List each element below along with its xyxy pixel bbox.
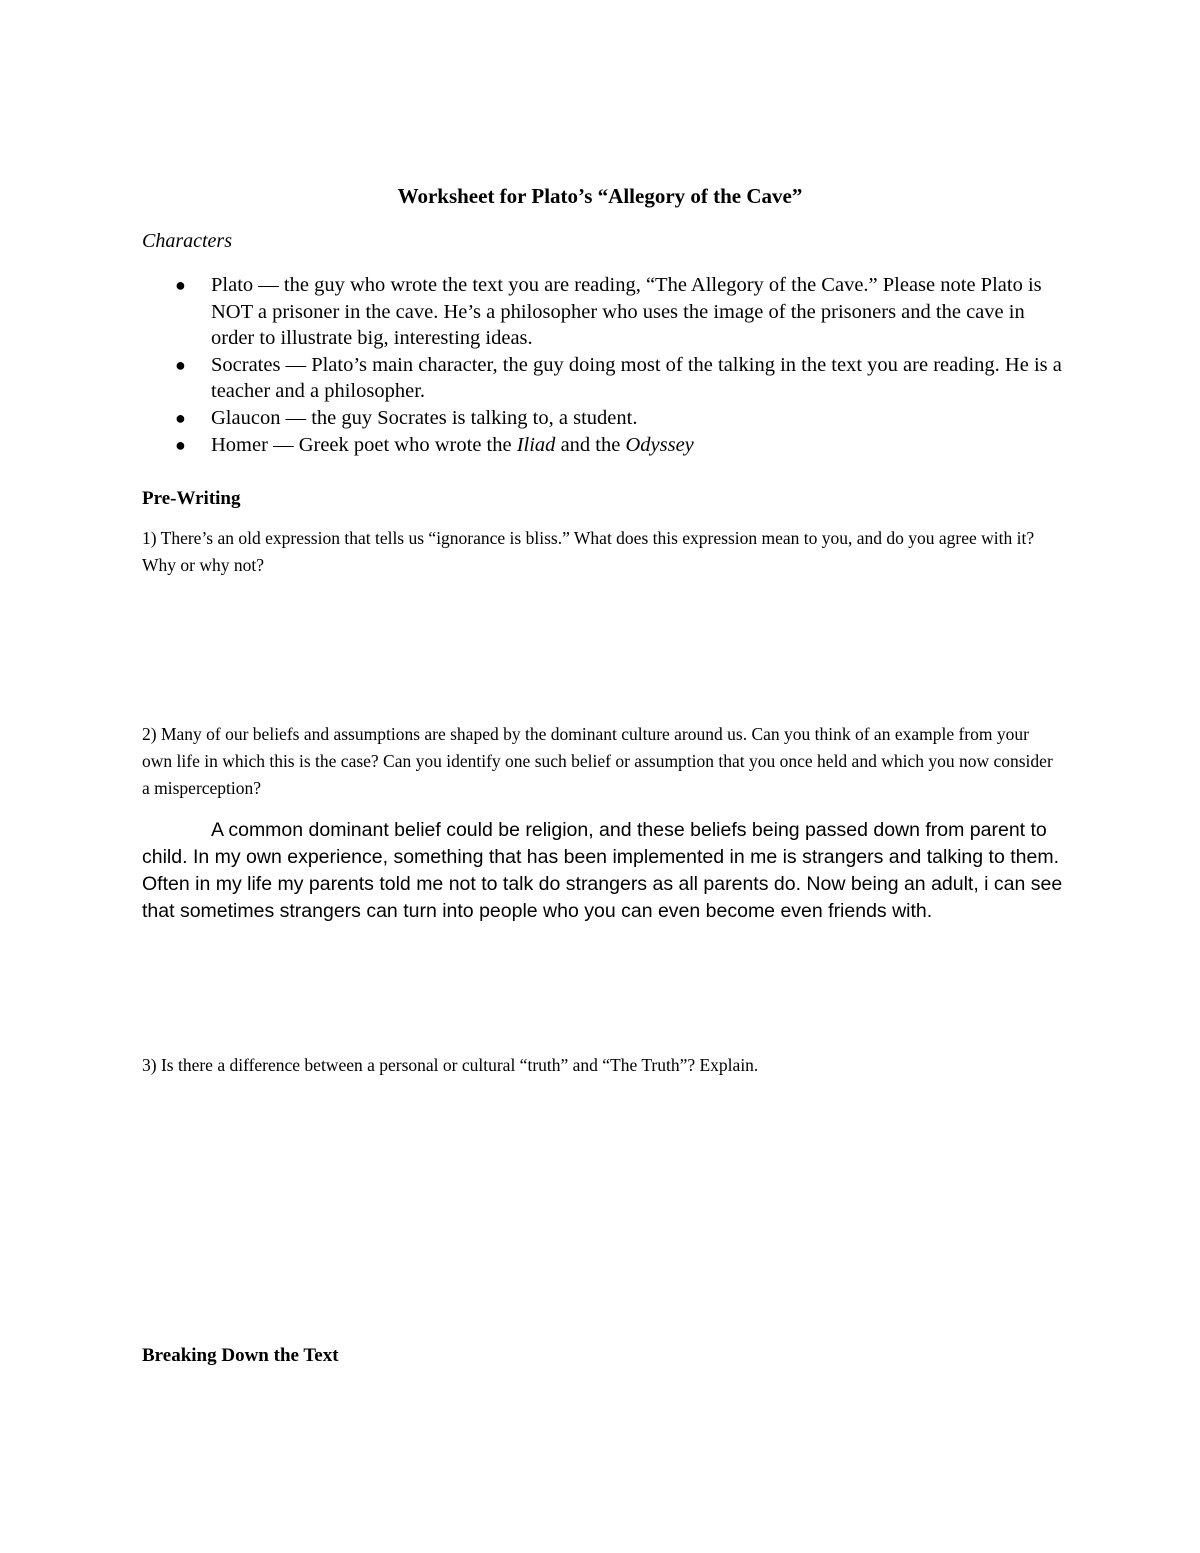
- worksheet-title: Worksheet for Plato’s “Allegory of the Cave”: [397, 184, 803, 208]
- work-title-iliad: Iliad: [516, 433, 556, 456]
- question-3: 3) Is there a difference between a personal or cultural “truth” and “The Truth”? Explain.: [142, 1055, 759, 1075]
- em-dash: —: [280, 353, 312, 376]
- character-description: Plato’s main character, the guy doing most of the talking in the text you are reading. He is a teacher and a philosopher.: [211, 353, 1062, 403]
- em-dash: —: [253, 274, 284, 296]
- em-dash: —: [280, 406, 312, 429]
- work-title-odyssey: Odyssey: [625, 433, 694, 456]
- list-item: [142, 432, 1072, 459]
- bullet-icon: ●: [175, 275, 186, 295]
- bullet-icon: ●: [175, 354, 186, 375]
- question-2: 2) Many of our beliefs and assumptions are shaped by the dominant culture around us. Can you think of an example from your own life in which this is the case? Can you identify one such belief or assumption that you once held and which you now consider a misperception?: [142, 724, 1053, 798]
- character-name: Homer: [211, 433, 268, 456]
- characters-list: [142, 272, 1072, 458]
- list-item: [142, 352, 1072, 405]
- list-item: [142, 405, 1072, 432]
- prewriting-heading: Pre-Writing: [142, 488, 241, 509]
- bullet-icon: ●: [175, 407, 186, 428]
- answer-2: A common dominant belief could be religion, and these beliefs being passed down from parent to child. In my own experience, something that has been implemented in me is strangers and talking to them. Often in my life my parents told me not to talk do strangers as all parents do. Now being an adult, i can see that sometimes strangers can turn into people who you can even become even friends with.: [142, 819, 1063, 922]
- bullet-icon: ●: [175, 434, 186, 455]
- characters-label: Characters: [142, 230, 232, 252]
- character-name: Plato: [211, 274, 254, 296]
- character-description: the guy Socrates is talking to, a student.: [311, 406, 638, 429]
- em-dash: —: [267, 433, 299, 456]
- character-name: Glaucon: [211, 406, 281, 429]
- breaking-down-heading: Breaking Down the Text: [142, 1345, 339, 1366]
- character-description: the guy who wrote the text you are reading, “The Allegory of the Cave.” Please note Plato is NOT a prisoner in the cave. He’s a philosopher who uses the image of the prisoners and the cave in order to illustrate big, interesting ideas.: [211, 274, 1042, 350]
- character-name: Socrates: [211, 353, 281, 376]
- list-item: [142, 272, 1072, 352]
- question-1: 1) There’s an old expression that tells us “ignorance is bliss.” What does this expression mean to you, and do you agree with it? Why or why not?: [142, 528, 1035, 575]
- character-description: Greek poet who wrote the: [298, 433, 517, 456]
- character-description-join: and the: [555, 433, 626, 456]
